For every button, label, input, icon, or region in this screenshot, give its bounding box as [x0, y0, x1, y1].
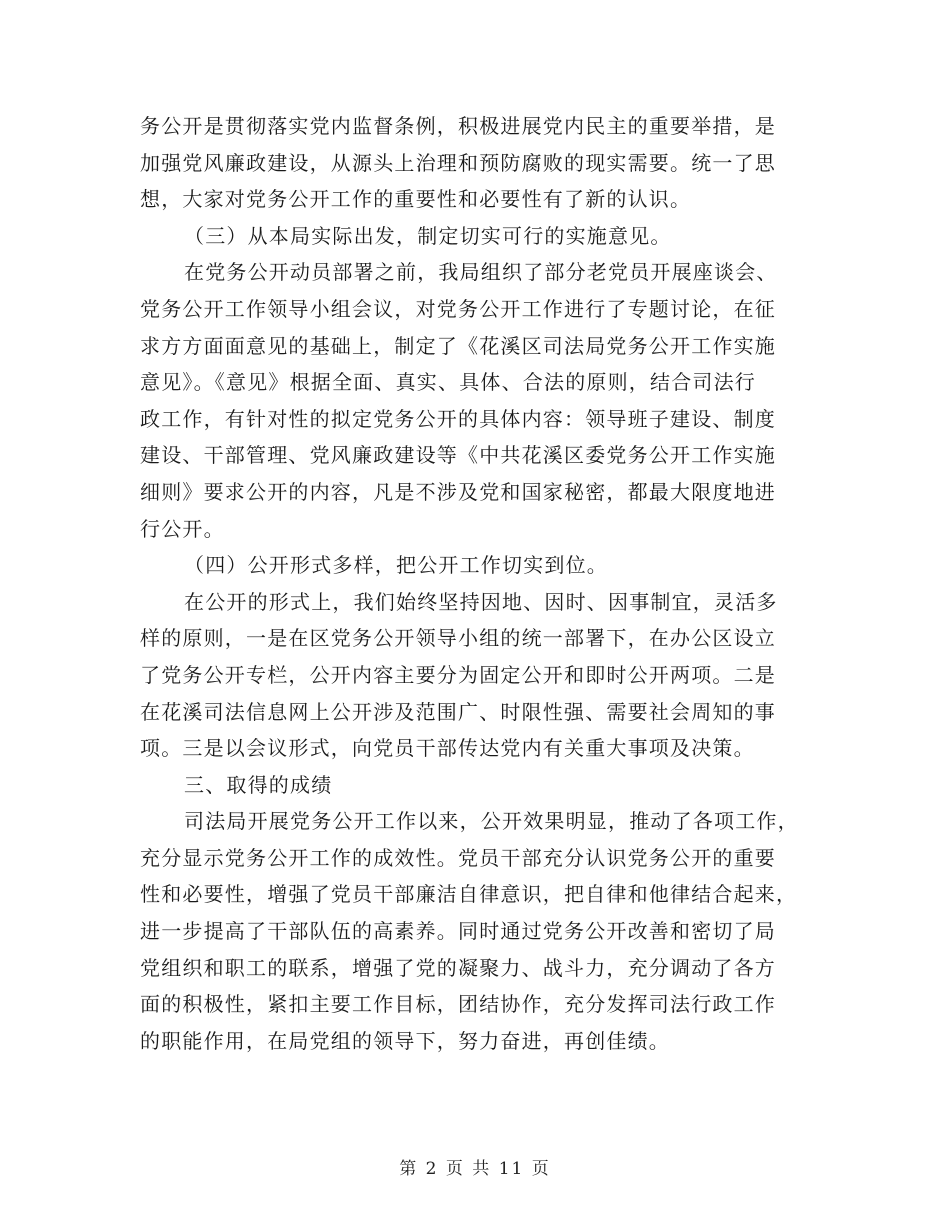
text-line: 了党务公开专栏，公开内容主要分为固定公开和即时公开两项。二是 — [140, 662, 776, 687]
page-number-footer: 第 2 页 共 11 页 — [399, 1159, 551, 1179]
text-line: （四）公开形式多样，把公开工作切实到位。 — [184, 553, 608, 578]
text-line: 意见》。《意见》根据全面、真实、具体、合法的原则，结合司法行 — [140, 370, 756, 395]
text-line: 充分显示党务公开工作的成效性。党员干部充分认识党务公开的重要 — [140, 845, 776, 870]
text-line: 在党务公开动员部署之前，我局组织了部分老党员开展座谈会、 — [184, 260, 778, 285]
text-line: 样的原则，一是在区党务公开领导小组的统一部署下，在办公区设立 — [140, 626, 776, 651]
text-line: 想，大家对党务公开工作的重要性和必要性有了新的认识。 — [140, 187, 692, 212]
text-line: 党务公开工作领导小组会议，对党务公开工作进行了专题讨论，在征 — [140, 296, 776, 321]
text-line: 性和必要性，增强了党员干部廉洁自律意识，把自律和他律结合起来， — [140, 882, 798, 907]
text-line: （三）从本局实际出发，制定切实可行的实施意见。 — [184, 223, 672, 248]
text-line: 在公开的形式上，我们始终坚持因地、因时、因事制宜，灵活多 — [184, 589, 778, 614]
text-line: 面的积极性，紧扣主要工作目标，团结协作，充分发挥司法行政工作 — [140, 992, 776, 1017]
text-line: 务公开是贯彻落实党内监督条例，积极进展党内民主的重要举措，是 — [140, 114, 776, 138]
text-line: 细则》要求公开的内容，凡是不涉及党和国家秘密，都最大限度地进 — [140, 479, 776, 504]
text-line: 加强党风廉政建设，从源头上治理和预防腐败的现实需要。统一了思 — [140, 150, 776, 175]
text-line: 在花溪司法信息网上公开涉及范围广、时限性强、需要社会周知的事 — [140, 699, 776, 724]
text-line: 行公开。 — [140, 516, 225, 541]
text-line: 司法局开展党务公开工作以来，公开效果明显，推动了各项工作， — [184, 809, 799, 834]
text-line: 求方方面面意见的基础上，制定了《花溪区司法局党务公开工作实施 — [140, 333, 776, 358]
text-line: 党组织和职工的联系，增强了党的凝聚力、战斗力，充分调动了各方 — [140, 955, 776, 980]
text-line: 建设、干部管理、党风廉政建设等《中共花溪区委党务公开工作实施 — [140, 443, 776, 468]
text-line: 政工作，有针对性的拟定党务公开的具体内容：领导班子建设、制度 — [140, 406, 776, 431]
body-text — [140, 108, 800, 1059]
text-line: 进一步提高了干部队伍的高素养。同时通过党务公开改善和密切了局 — [140, 919, 776, 944]
document-body — [140, 108, 800, 1059]
text-line: 的职能作用，在局党组的领导下，努力奋进，再创佳绩。 — [140, 1028, 670, 1053]
text-line: 项。三是以会议形式，向党员干部传达党内有关重大事项及决策。 — [140, 736, 755, 761]
text-line: 三、取得的成绩 — [184, 772, 333, 797]
